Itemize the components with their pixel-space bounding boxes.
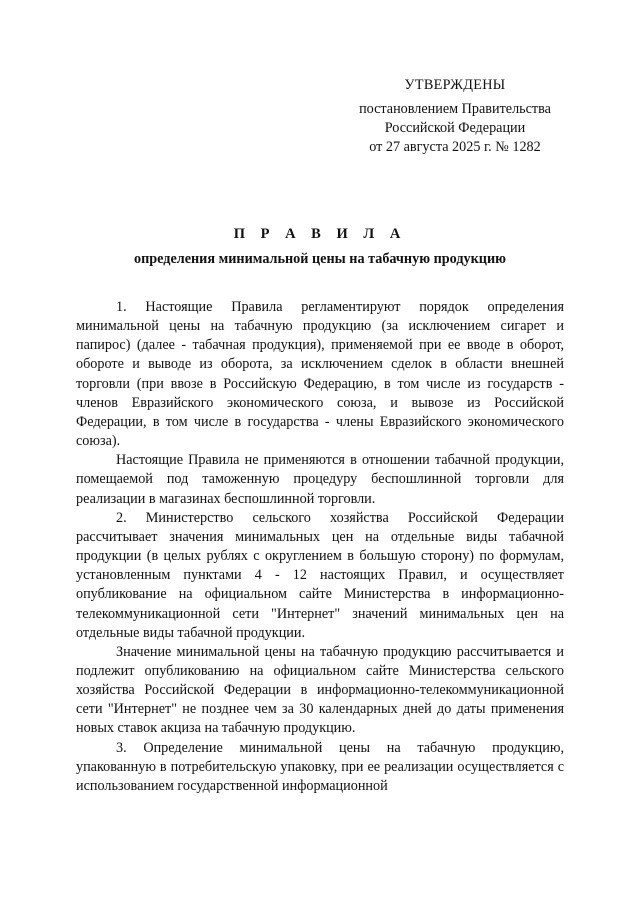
document-body (76, 298, 564, 796)
approval-heading: УТВЕРЖДЕНЫ (404, 77, 506, 93)
approval-line-1: постановлением Правительства (359, 101, 551, 117)
paragraph-5: 3. Определение минимальной цены на табачную продукцию, упакованную в потребительскую упаковку, при ее реализации осуществляется с использованием государственной информационной (76, 739, 564, 794)
approval-line-3: от 27 августа 2025 г. № 1282 (369, 139, 541, 155)
paragraph-3: 2. Министерство сельского хозяйства Российской Федерации рассчитывает значения минимальных цен на отдельные виды табачной продукции (в целых рублях с округлением в большую сторону) по формулам, установленным пунктами 4 - 12 настоящих Правил, и осуществляет опубликование на официальном сайте Министерства в информационно-телекоммуникационной сети "Интернет" значений минимальных цен на отдельные виды табачной продукции. (76, 509, 564, 641)
paragraph-4: Значение минимальной цены на табачную продукцию рассчитывается и подлежит опубликованию на официальном сайте Министерства сельского хозяйства Российской Федерации в информационно-телекоммуникационной сети "Интернет" не позднее чем за 30 календарных дней до даты применения новых ставок акциза на табачную продукцию. (76, 643, 564, 737)
document-subtitle: определения минимальной цены на табачную продукцию (134, 251, 506, 267)
paragraph-2: Настоящие Правила не применяются в отношении табачной продукции, помещаемой под таможенную процедуру беспошлинной торговли для реализации в магазинах беспошлинной торговли. (76, 452, 564, 507)
document-title: П Р А В И Л А (233, 226, 407, 242)
approval-block (340, 76, 570, 157)
paragraph-1: 1. Настоящие Правила регламентируют порядок определения минимальной цены на табачную продукцию (за исключением сигарет и папирос) (далее - табачная продукция), применяемой при ее вводе в оборот, обороте и выводе из оборота, за исключением сделок в области внешней торговли (при ввозе в Российскую Федерацию, в том числе из государств - членов Евразийского экономического союза, и вывозе из Российской Федерации, в том числе в государства - члены Евразийского экономического союза). (76, 299, 564, 450)
approval-line-2: Российской Федерации (384, 120, 526, 136)
